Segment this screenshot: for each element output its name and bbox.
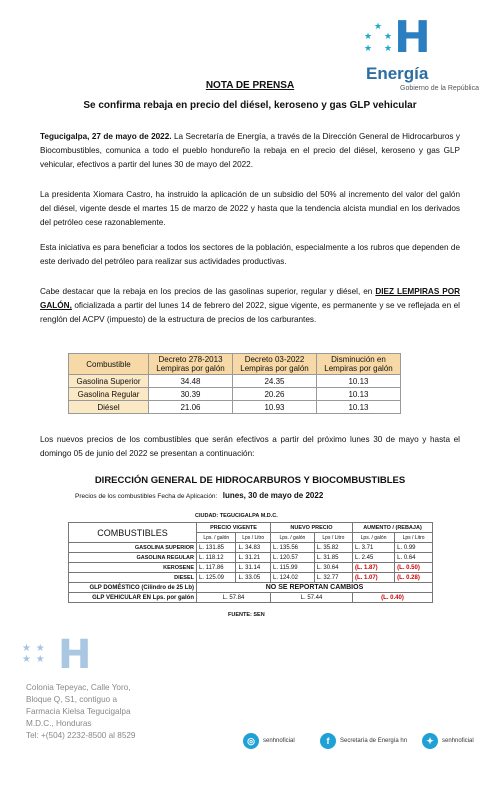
- h-logo-icon: H: [58, 632, 92, 678]
- price-cell: L. 31.21: [236, 553, 271, 563]
- social-handle: senhnoficial: [263, 738, 295, 744]
- price-table: [68, 522, 433, 603]
- unit-cell: Lps. / galón: [353, 533, 395, 543]
- table-cell: 21.06: [149, 401, 233, 414]
- fuel-name: GASOLINA SUPERIOR: [69, 543, 197, 553]
- stars-icon: ★ ★ ★ ★ ★: [364, 21, 393, 53]
- address-line: Colonia Tepeyac, Calle Yoro,: [26, 683, 131, 692]
- table-cell: 20.26: [233, 388, 317, 401]
- price-cell: L. 118.12: [197, 553, 236, 563]
- paragraph-4: [40, 285, 460, 327]
- table-header-cell: Combustible: [69, 354, 149, 375]
- table-cell: Gasolina Superior: [69, 375, 149, 388]
- unit-cell: Lps / Litro: [314, 533, 352, 543]
- table-cell: 30.39: [149, 388, 233, 401]
- paragraph-5: Los nuevos precios de los combustibles que serán efectivos a partir del próximo lunes 30 de mayo y hasta el domingo 05 de junio del 2022 se presentan a continuación:: [40, 435, 460, 458]
- twitter-icon: ✦: [422, 733, 438, 749]
- dateline: Tegucigalpa, 27 de mayo de 2022.: [40, 132, 172, 141]
- price-cell: L. 117.86: [197, 563, 236, 573]
- social-facebook[interactable]: [320, 733, 407, 749]
- table-header-cell: Decreto 03-2022 Lempiras por galón: [233, 354, 317, 375]
- price-cell: L. 3.71: [353, 543, 395, 553]
- price-cell: L. 31.85: [314, 553, 352, 563]
- rebaja-cell: (L. 1.87): [353, 563, 395, 573]
- rebaja-cell: (L. 0.28): [395, 573, 433, 583]
- rebaja-cell: (L. 1.07): [353, 573, 395, 583]
- table-row: [69, 553, 433, 563]
- table-row: [69, 573, 433, 583]
- table-row: [69, 563, 433, 573]
- social-handle: Secretaría de Energía hn: [340, 738, 408, 744]
- fuel-name: GLP DOMÉSTICO (Cilindro de 25 Lb): [69, 583, 197, 593]
- rebaja-cell: (L. 0.50): [395, 563, 433, 573]
- col-aumento: AUMENTO / (REBAJA): [353, 523, 433, 533]
- table-cell: 10.13: [317, 375, 401, 388]
- table-cell: 34.48: [149, 375, 233, 388]
- footer-address: [26, 682, 135, 742]
- address-line: Tel: +(504) 2232-8500 al 8529: [26, 731, 136, 740]
- city-label: CIUDAD: TEGUCIGALPA M.D.C.: [195, 513, 278, 519]
- address-line: M.D.C., Honduras: [26, 719, 92, 728]
- application-label: Precios de los combustibles Fecha de Aplicación:: [75, 493, 218, 500]
- facebook-icon: f: [320, 733, 336, 749]
- col-precio-vigente: PRECIO VIGENTE: [197, 523, 271, 533]
- address-line: Farmacia Kielsa Tegucigalpa: [26, 707, 131, 716]
- table-row: [69, 543, 433, 553]
- table-row: [69, 375, 401, 388]
- diez-lempiras: DIEZ LEMPIRAS POR GALÓN,: [40, 287, 460, 310]
- paragraph-2: La presidenta Xiomara Castro, ha instruido la aplicación de un subsidio del 50% al incremento del valor del galón del diésel, vigente desde el martes 15 de marzo de 2022 y hasta que la tendencia alcista mundial en los derivados del petróleo cese razonablemente.: [40, 190, 460, 227]
- unit-cell: Lps / Litro: [395, 533, 433, 543]
- decree-table: [68, 353, 401, 414]
- no-changes-note: NO SE REPORTAN CAMBIOS: [197, 583, 433, 593]
- price-cell: L. 32.77: [314, 573, 352, 583]
- price-cell: L. 35.82: [314, 543, 352, 553]
- footer-logo: [22, 632, 142, 685]
- price-cell: L. 0.99: [395, 543, 433, 553]
- paragraph-4-a: Cabe destacar que la rebaja en los precios de las gasolinas superior, regular y diésel, en: [40, 287, 376, 296]
- table-cell: 10.13: [317, 401, 401, 414]
- table-cell: 10.13: [317, 388, 401, 401]
- price-cell: L. 120.57: [271, 553, 315, 563]
- price-cell: L. 0.64: [395, 553, 433, 563]
- col-combustibles: COMBUSTIBLES: [69, 523, 197, 543]
- fuel-name: KEROSENE: [69, 563, 197, 573]
- price-cell: L. 34.83: [236, 543, 271, 553]
- rebaja-cell: (L. 0.40): [353, 593, 433, 603]
- paragraph-4-c: oficializada a partir del lunes 14 de febrero del 2022, sigue vigente, es permanente y se ve reflejada en el renglón del ACPV (impuesto) de la estructura de precios de los carburantes.: [40, 301, 460, 324]
- price-cell: L. 57.44: [271, 593, 353, 603]
- paragraph-1-text: La Secretaría de Energía, a través de la Dirección General de Hidrocarburos y Biocombustibles, comunica a todo el pueblo hondureño la rebaja en el precio del diésel, keroseno y gas GLP vehicular, efectivos a partir del lunes 30 de mayo del 2022.: [40, 132, 461, 169]
- table-cell: Diésel: [69, 401, 149, 414]
- page-subtitle: Se confirma rebaja en precio del diésel, keroseno y gas GLP vehicular: [83, 100, 417, 111]
- social-handle: senhnoficial: [442, 738, 474, 744]
- fuel-name: GLP VEHICULAR EN Lps. por galón: [69, 593, 197, 603]
- paragraph-3: Esta iniciativa es para beneficiar a todos los sectores de la población, especialmente a los rubros que dependen de este derivado del petróleo para realizar sus actividades productivas.: [40, 243, 460, 266]
- social-twitter[interactable]: [422, 733, 474, 749]
- price-cell: L. 115.99: [271, 563, 315, 573]
- h-logo-icon: H: [394, 12, 431, 63]
- col-nuevo-precio: NUEVO PRECIO: [271, 523, 353, 533]
- address-line: Bloque Q, S1, contiguo a: [26, 695, 118, 704]
- stars-icon: ★ ★ ★ ★: [22, 643, 46, 665]
- table-row: [69, 401, 401, 414]
- page-title: NOTA DE PRENSA: [205, 80, 295, 91]
- table-row: [69, 388, 401, 401]
- fuel-name: GASOLINA REGULAR: [69, 553, 197, 563]
- price-cell: L. 124.02: [271, 573, 315, 583]
- price-cell: L. 30.64: [314, 563, 352, 573]
- price-cell: L. 33.05: [236, 573, 271, 583]
- section-title: DIRECCIÓN GENERAL DE HIDROCARBUROS Y BIOCOMBUSTIBLES: [94, 475, 406, 486]
- price-cell: L. 2.45: [353, 553, 395, 563]
- table-cell: 10.93: [233, 401, 317, 414]
- decree-table-header: [69, 354, 401, 375]
- application-date-line: [75, 491, 323, 500]
- table-cell: 24.35: [233, 375, 317, 388]
- unit-cell: Lps. / galón: [197, 533, 236, 543]
- table-row: [69, 583, 433, 593]
- application-date: lunes, 30 de mayo de 2022: [222, 491, 324, 500]
- unit-cell: Lps / Litro: [236, 533, 271, 543]
- brand-subtitle: Gobierno de la República: [400, 85, 479, 92]
- price-cell: L. 131.85: [197, 543, 236, 553]
- table-cell: Gasolina Regular: [69, 388, 149, 401]
- table-header-cell: Decreto 278-2013 Lempiras por galón: [149, 354, 233, 375]
- table-header-cell: Disminución en Lempiras por galón: [317, 354, 401, 375]
- price-cell: L. 125.09: [197, 573, 236, 583]
- instagram-icon: ◎: [243, 733, 259, 749]
- price-table-header: [69, 523, 433, 533]
- source-note: FUENTE: SEN: [228, 612, 265, 618]
- price-cell: L. 135.56: [271, 543, 315, 553]
- table-row: [69, 593, 433, 603]
- social-instagram[interactable]: [243, 733, 295, 749]
- brand-name: Energía: [366, 64, 429, 83]
- price-cell: L. 57.84: [197, 593, 271, 603]
- paragraph-1: [40, 130, 460, 172]
- unit-cell: Lps. / galón: [271, 533, 315, 543]
- fuel-name: DIESEL: [69, 573, 197, 583]
- price-cell: L. 31.14: [236, 563, 271, 573]
